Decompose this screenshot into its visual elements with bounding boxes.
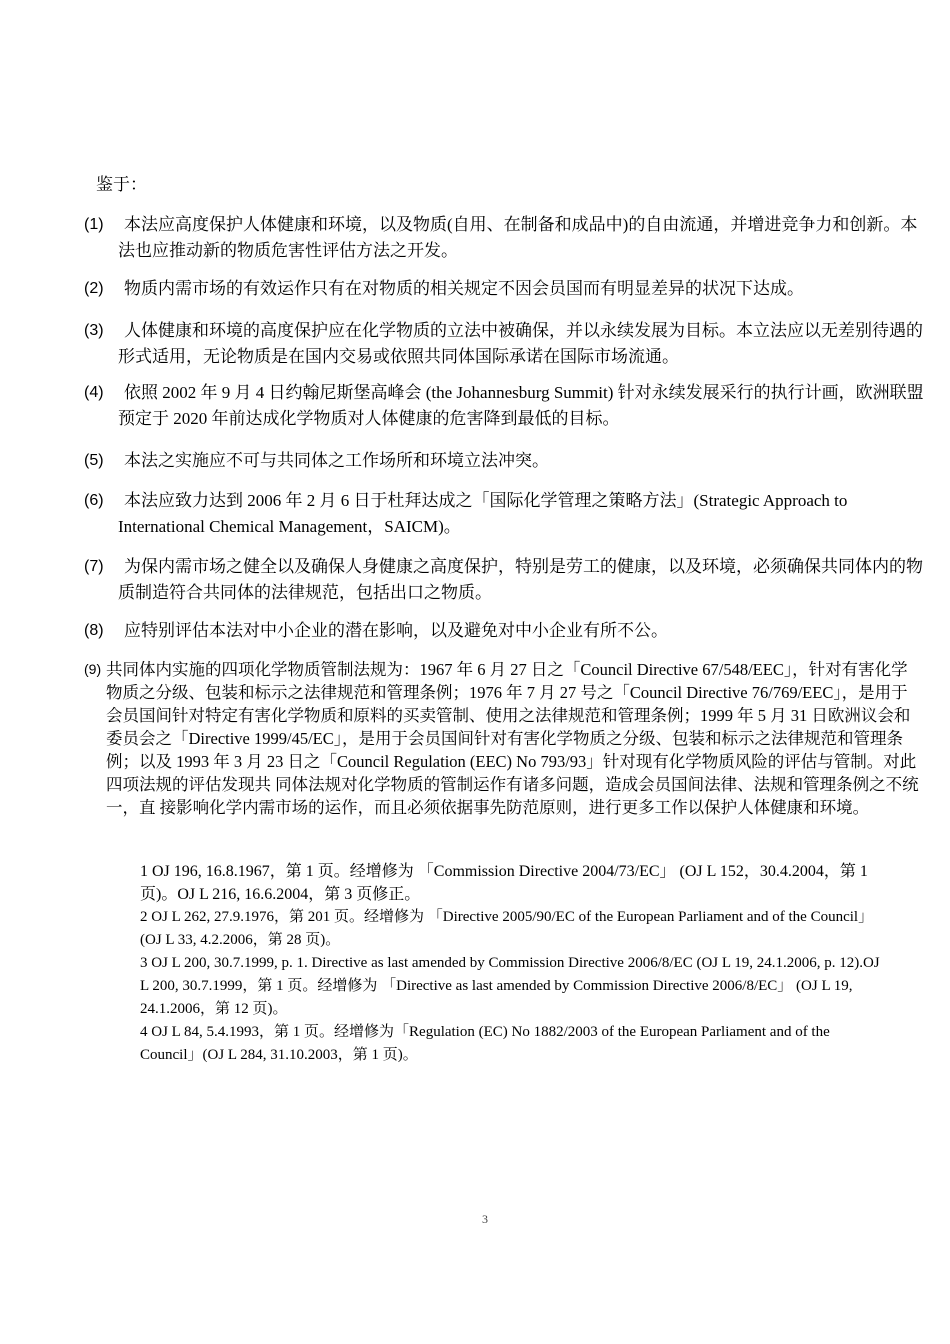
- recital-number: (4): [84, 384, 104, 401]
- recital-number: (8): [84, 622, 104, 639]
- recital-text: 依照 2002 年 9 月 4 日约翰尼斯堡高峰会 (the Johannesburg Summit) 针对永续发展采行的执行计画，欧洲联盟预定于 2020 年前达成化学物质对人体健康的危害降到最低的目标。: [118, 383, 924, 428]
- recital-7: [84, 554, 924, 606]
- recital-1: [84, 212, 924, 264]
- recital-number: (3): [84, 322, 104, 339]
- recital-text: 本法之实施应不可与共同体之工作场所和环境立法冲突。: [124, 451, 549, 470]
- recital-text: 应特别评估本法对中小企业的潜在影响，以及避免对中小企业有所不公。: [124, 621, 668, 640]
- footnotes: [140, 860, 880, 1067]
- recital-text: 人体健康和环境的高度保护应在化学物质的立法中被确保，并以永续发展为目标。本立法应以无差别待遇的形式适用，无论物质是在国内交易或依照共同体国际承诺在国际市场流通。: [118, 321, 923, 366]
- recital-2: [84, 276, 924, 302]
- recital-text: 为保内需市场之健全以及确保人身健康之高度保护，特别是劳工的健康，以及环境，必须确保共同体内的物质制造符合共同体的法律规范，包括出口之物质。: [118, 557, 923, 602]
- recital-4: [84, 380, 924, 432]
- recital-3: [84, 318, 924, 370]
- footnote-2: 2 OJ L 262, 27.9.1976，第 201 页。经增修为 「Directive 2005/90/EC of the European Parliament and of the Council」(OJ L 33, 4.2.2006，第 28 页)。: [140, 909, 874, 948]
- footnote-4: 4 OJ L 84, 5.4.1993，第 1 页。经增修为「Regulation (EC) No 1882/2003 of the European Parliament and of the Council」(OJ L 284, 31.10.2003，第 1 页)。: [140, 1024, 830, 1063]
- recital-8: [84, 618, 924, 644]
- recital-text: 本法应致力达到 2006 年 2 月 6 日于杜拜达成之「国际化学管理之策略方法」(Strategic Approach to International Chemical Management，SAICM)。: [118, 491, 848, 536]
- recital-5: [84, 448, 924, 474]
- footnote-3: 3 OJ L 200, 30.7.1999, p. 1. Directive as last amended by Commission Directive 2006/8/EC (OJ L 19, 24.1.2006, p. 12).OJ L 200, 30.7.1999，第 1 页。经增修为 「Directive as last amended by Commission Directive 2006/8/EC」 (OJ L 19, 24.1.2006，第 12 页)。: [140, 955, 880, 1017]
- recital-number: (5): [84, 452, 104, 469]
- recital-number: (9): [84, 661, 102, 677]
- recital-text: 共同体内实施的四项化学物质管制法规为：1967 年 6 月 27 日之「Council Directive 67/548/EEC」，针对有害化学物质之分级、包装和标示之法律规范和管理条例；1976 年 7 月 27 号之「Council Directive 76/769/EEC」，是用于会员国间针对特定有害化学物质和原料的买卖管制、使用之法律规范和管理条例；1999 年 5 月 31 日欧洲议会和委员会之「Directive 1999/45/EC」，是用于会员国间针对有害化学物质之分级、包装和标示之法律规范和管理条例；以及 1993 年 3 月 23 日之「Council Regulation (EEC) No 793/93」针对现有化学物质风险的评估与管制。对此四项法规的评估发现共 同体法规对化学物质的管制运作有诸多问题，造成会员国间法律、法规和管理条例之不统一，直 接影响化学内需市场的运作，而且必须依据事先防范原则，进行更多工作以保护人体健康和环境。: [106, 660, 919, 817]
- recital-number: (6): [84, 492, 104, 509]
- recital-text: 本法应高度保护人体健康和环境，以及物质(自用、在制备和成品中)的自由流通，并增进竞争力和创新。本法也应推动新的物质危害性评估方法之开发。: [118, 215, 918, 260]
- intro-heading: 鉴于：: [96, 175, 147, 194]
- recital-number: (7): [84, 558, 104, 575]
- recital-number: (1): [84, 216, 104, 233]
- recital-9: [84, 658, 924, 819]
- footnote-1: 1 OJ 196, 16.8.1967，第 1 页。经增修为 「Commission Directive 2004/73/EC」 (OJ L 152，30.4.2004，第 1 页)。OJ L 216, 16.6.2004，第 3 页修正。: [140, 863, 868, 903]
- page-number: 3: [482, 1212, 488, 1226]
- recital-number: (2): [84, 280, 104, 297]
- recital-text: 物质内需市场的有效运作只有在对物质的相关规定不因会员国而有明显差异的状况下达成。: [124, 279, 804, 298]
- recital-6: [84, 488, 924, 540]
